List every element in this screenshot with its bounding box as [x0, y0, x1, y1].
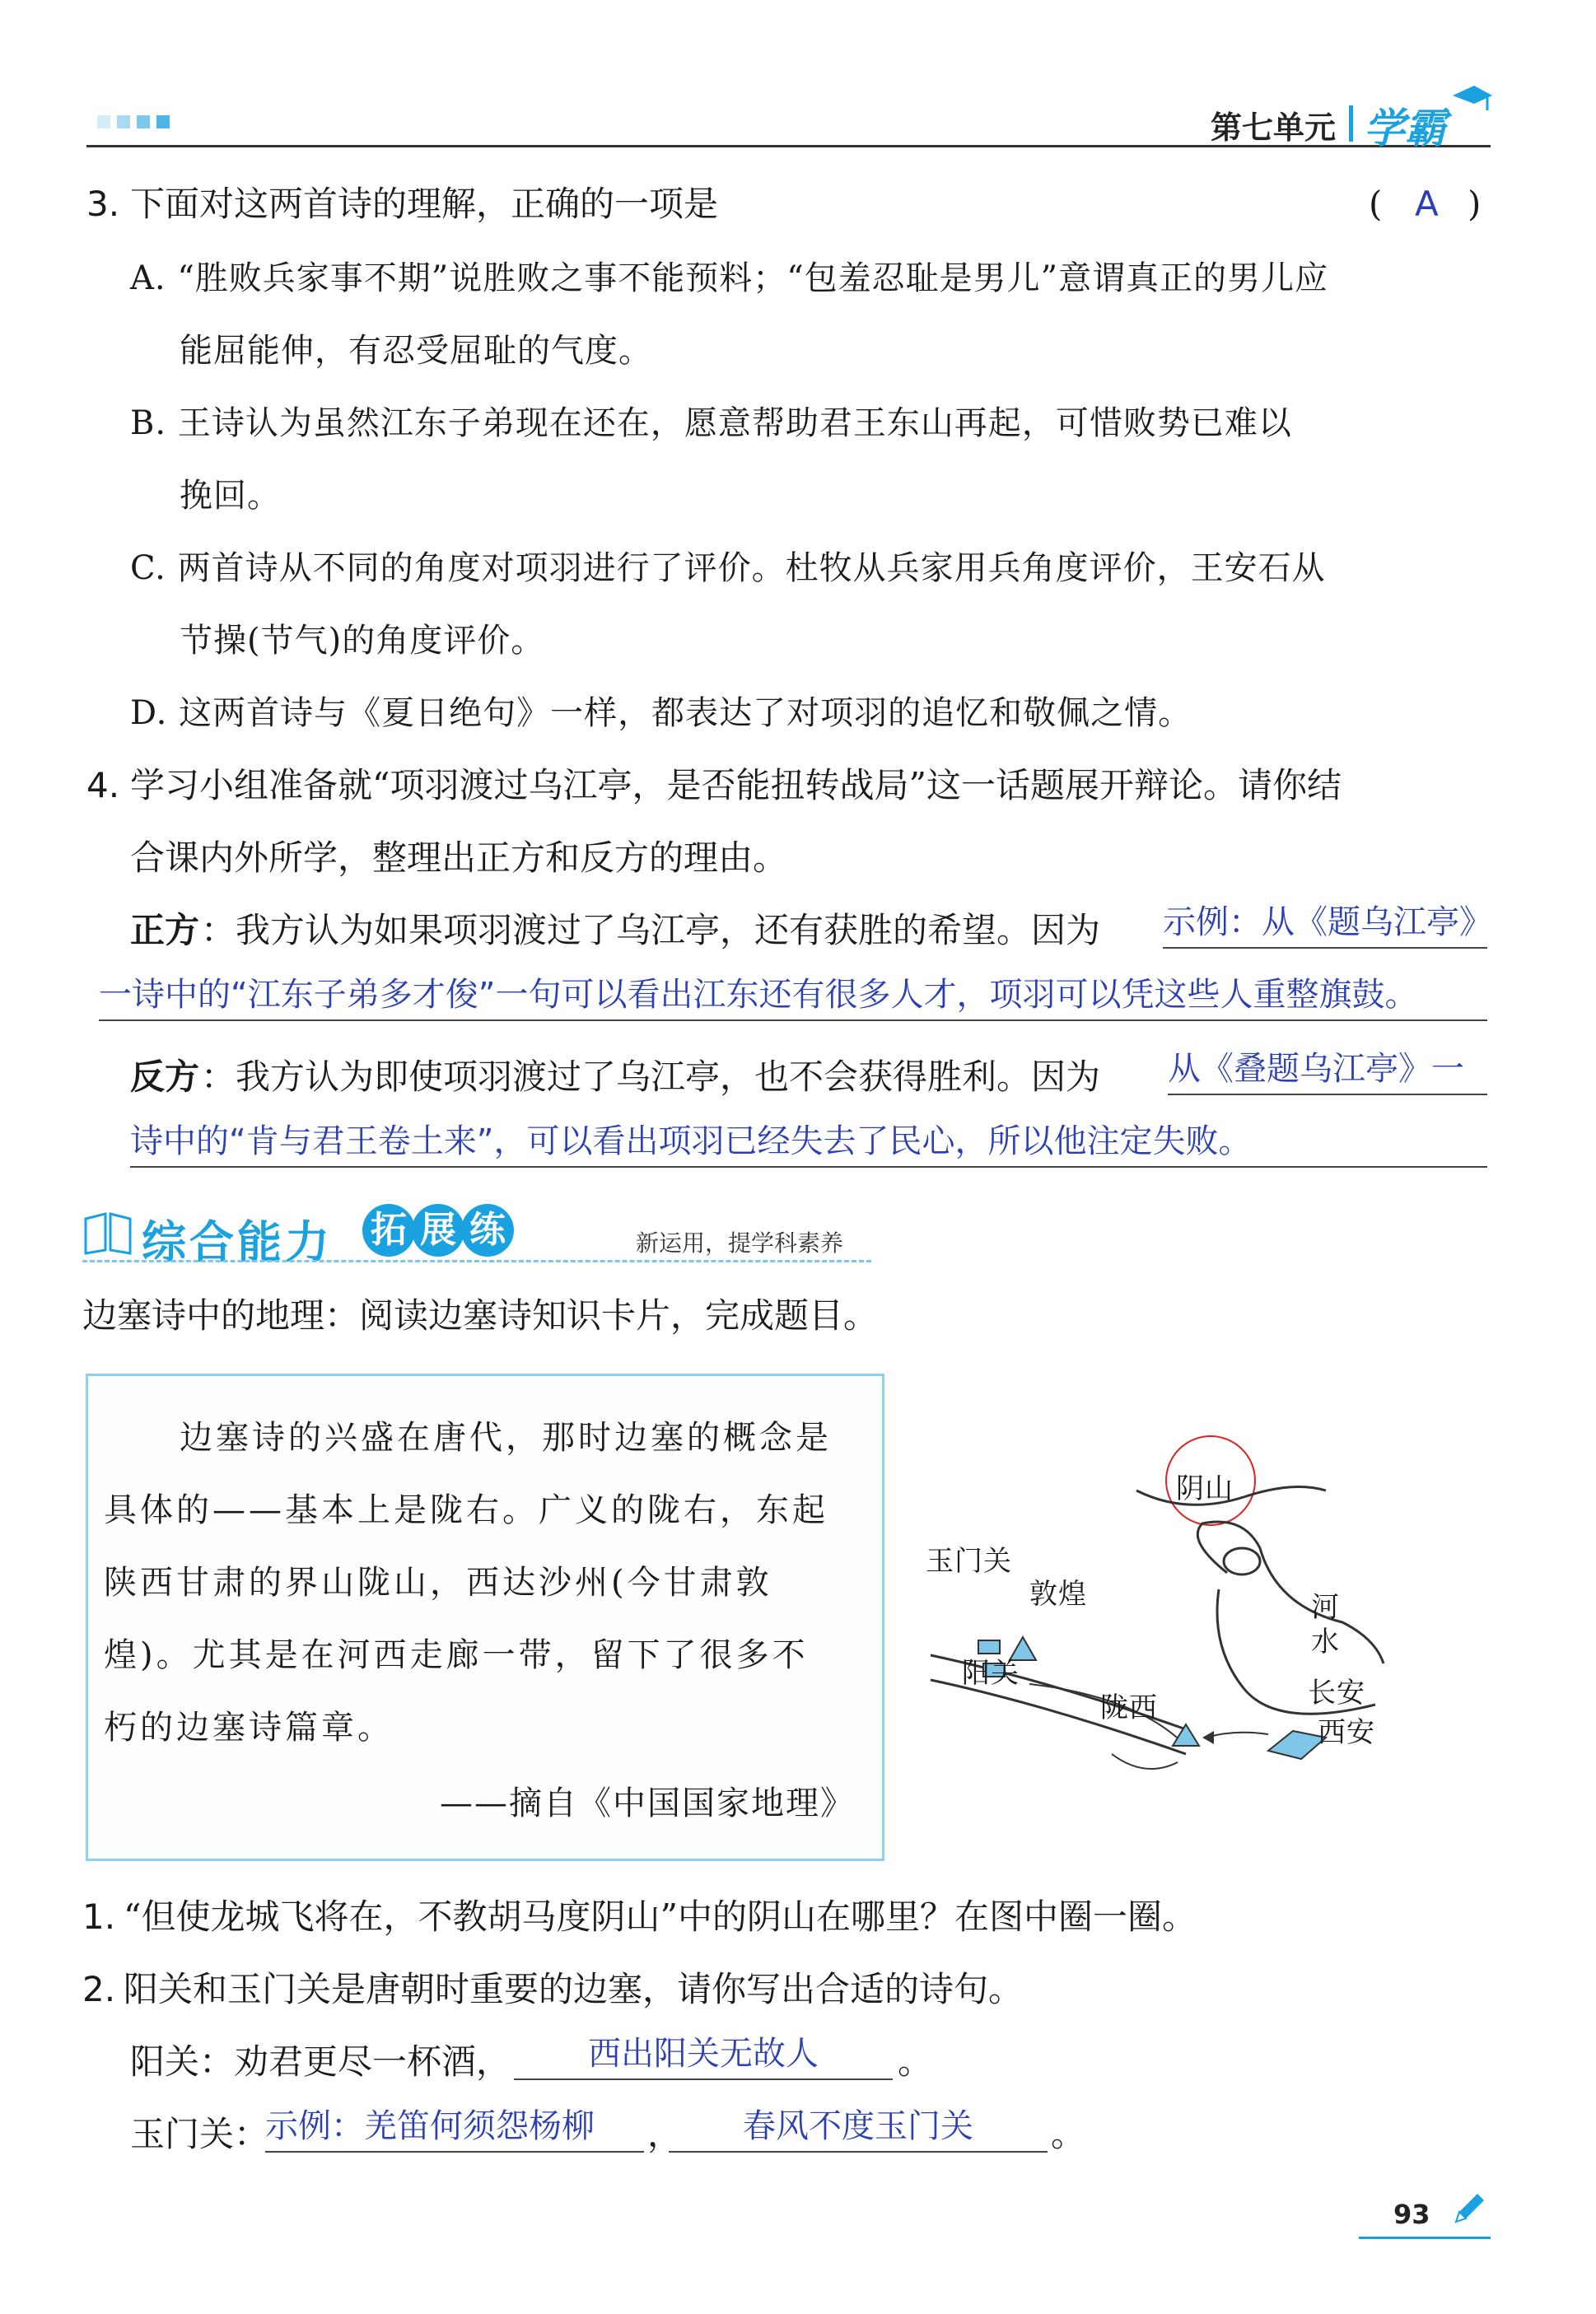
- brand-logo: 学霸: [1364, 105, 1446, 152]
- badge-char-1: 拓: [362, 1204, 415, 1257]
- footer-rule: [1359, 2237, 1491, 2239]
- q1b-text: “但使龙城飞将在，不教胡马度阴山”中的阴山在哪里？在图中圈一圈。: [124, 1896, 1197, 1937]
- map-label-dunhuang: 敦煌: [1029, 1578, 1087, 1611]
- card-line-2: 具体的——基本上是陇右。广义的陇右，东起: [104, 1491, 828, 1529]
- q2b-number: 2.: [82, 1969, 116, 2009]
- q3-option-c-line2: 节操(节气)的角度评价。: [180, 622, 545, 660]
- q4-pro-answer-2: 一诗中的“江东子弟多才俊”一句可以看出江东还有很多人才，项羽可以凭这些人重整旗鼓。: [99, 970, 1487, 1021]
- card-source: ——摘自《中国国家地理》: [440, 1784, 855, 1822]
- section-rule: [82, 1260, 871, 1262]
- q2b-yumen-answer-2: 春风不度玉门关: [669, 2102, 1048, 2153]
- q3-stem: 下面对这两首诗的理解，正确的一项是: [130, 184, 719, 224]
- intro-text: 边塞诗中的地理：阅读边塞诗知识卡片，完成题目。: [82, 1295, 879, 1336]
- map-label-yumenguan: 玉门关: [926, 1545, 1012, 1578]
- section-subtitle: 新运用，提学科素养: [636, 1229, 844, 1257]
- q3-option-b-line1: B. 王诗认为虽然江东子弟现在还在，愿意帮助君王东山再起，可惜败势已难以: [130, 404, 1292, 442]
- unit-title: 第七单元: [1211, 110, 1337, 146]
- card-line-5: 朽的边塞诗篇章。: [104, 1709, 394, 1747]
- q3-paren-right: ): [1468, 184, 1482, 224]
- q1b-number: 1.: [82, 1896, 116, 1937]
- q4-con-text: ：我方认为即使项羽渡过了乌江亭，也不会获得胜利。因为: [201, 1057, 1101, 1097]
- q2b-text: 阳关和玉门关是唐朝时重要的边塞，请你写出合适的诗句。: [124, 1969, 1024, 2009]
- header-separator: [1349, 105, 1353, 142]
- q2b-yangguan-label: 阳关：劝君更尽一杯酒，: [130, 2041, 511, 2082]
- q3-option-d-line1: D. 这两首诗与《夏日绝句》一样，都表达了对项羽的追忆和敬佩之情。: [130, 694, 1192, 732]
- q4-stem-line2: 合课内外所学，整理出正方和反方的理由。: [130, 837, 788, 878]
- longxi-marker: [1173, 1724, 1199, 1746]
- q3-option-b-line2: 挽回。: [180, 477, 281, 515]
- map-label-yangguan: 阳关: [962, 1657, 1020, 1690]
- q2b-yangguan-period: 。: [898, 2041, 933, 2082]
- q4-number: 4.: [86, 765, 120, 805]
- badge-char-3: 练: [461, 1204, 514, 1257]
- map-label-yinshan: 阴山: [1176, 1472, 1234, 1505]
- q4-con-answer-2: 诗中的“肯与君王卷土来”，可以看出项羽已经失去了民心，所以他注定失败。: [130, 1117, 1487, 1168]
- section-title: 综合能力: [142, 1216, 333, 1268]
- q3-number: 3.: [86, 184, 120, 224]
- book-icon: [82, 1211, 133, 1257]
- q2b-yumen-comma: ，: [647, 2114, 683, 2154]
- q3-option-a-line2: 能屈能伸，有忍受屈耻的气度。: [180, 332, 652, 370]
- map-label-changan: 长安: [1308, 1677, 1365, 1710]
- page-number: 93: [1393, 2199, 1430, 2230]
- header-decoration: [97, 115, 170, 132]
- q3-option-a-line1: A. “胜败兵家事不期”说胜败之事不能预料；“包羞忍耻是男儿”意谓真正的男儿应: [130, 259, 1329, 297]
- map-label-xian: 西安: [1318, 1716, 1375, 1749]
- graduation-cap-icon: [1451, 82, 1494, 115]
- q2b-yumen-answer-1: 示例：羌笛何须怨杨柳: [265, 2102, 644, 2153]
- section-badge: [362, 1204, 514, 1257]
- map-label-hexi: 河: [1311, 1591, 1340, 1624]
- card-line-3: 陕西甘肃的界山陇山，西达沙州(今甘肃敦: [104, 1564, 772, 1602]
- q4-pro-label: 正方: [130, 910, 200, 950]
- card-line-1: 边塞诗的兴盛在唐代，那时边塞的概念是: [180, 1419, 832, 1457]
- map-label-water: 水: [1311, 1626, 1340, 1659]
- card-line-4: 煌)。尤其是在河西走廊一带，留下了很多不: [104, 1636, 809, 1674]
- pencil-icon: [1449, 2190, 1487, 2228]
- badge-char-2: 展: [412, 1204, 464, 1257]
- q2b-yumen-period: 。: [1051, 2114, 1086, 2154]
- q2b-yangguan-answer: 西出阳关无故人: [514, 2029, 893, 2080]
- q4-con-label: 反方: [130, 1057, 200, 1097]
- q4-con-answer-1: 从《叠题乌江亭》一: [1168, 1044, 1487, 1095]
- q4-pro-text: ：我方认为如果项羽渡过了乌江亭，还有获胜的希望。因为: [201, 910, 1101, 950]
- q4-pro-answer-1: 示例：从《题乌江亭》: [1163, 898, 1487, 949]
- map-label-longxi: 陇西: [1100, 1691, 1158, 1724]
- q2b-yumen-label: 玉门关：: [130, 2114, 269, 2154]
- q3-answer: A: [1415, 184, 1439, 224]
- q4-stem-line1: 学习小组准备就“项羽渡过乌江亭，是否能扭转战局”这一话题展开辩论。请你结: [130, 765, 1342, 805]
- q3-option-c-line1: C. 两首诗从不同的角度对项羽进行了评价。杜牧从兵家用兵角度评价，王安石从: [130, 549, 1326, 587]
- q3-paren-left: (: [1369, 184, 1383, 224]
